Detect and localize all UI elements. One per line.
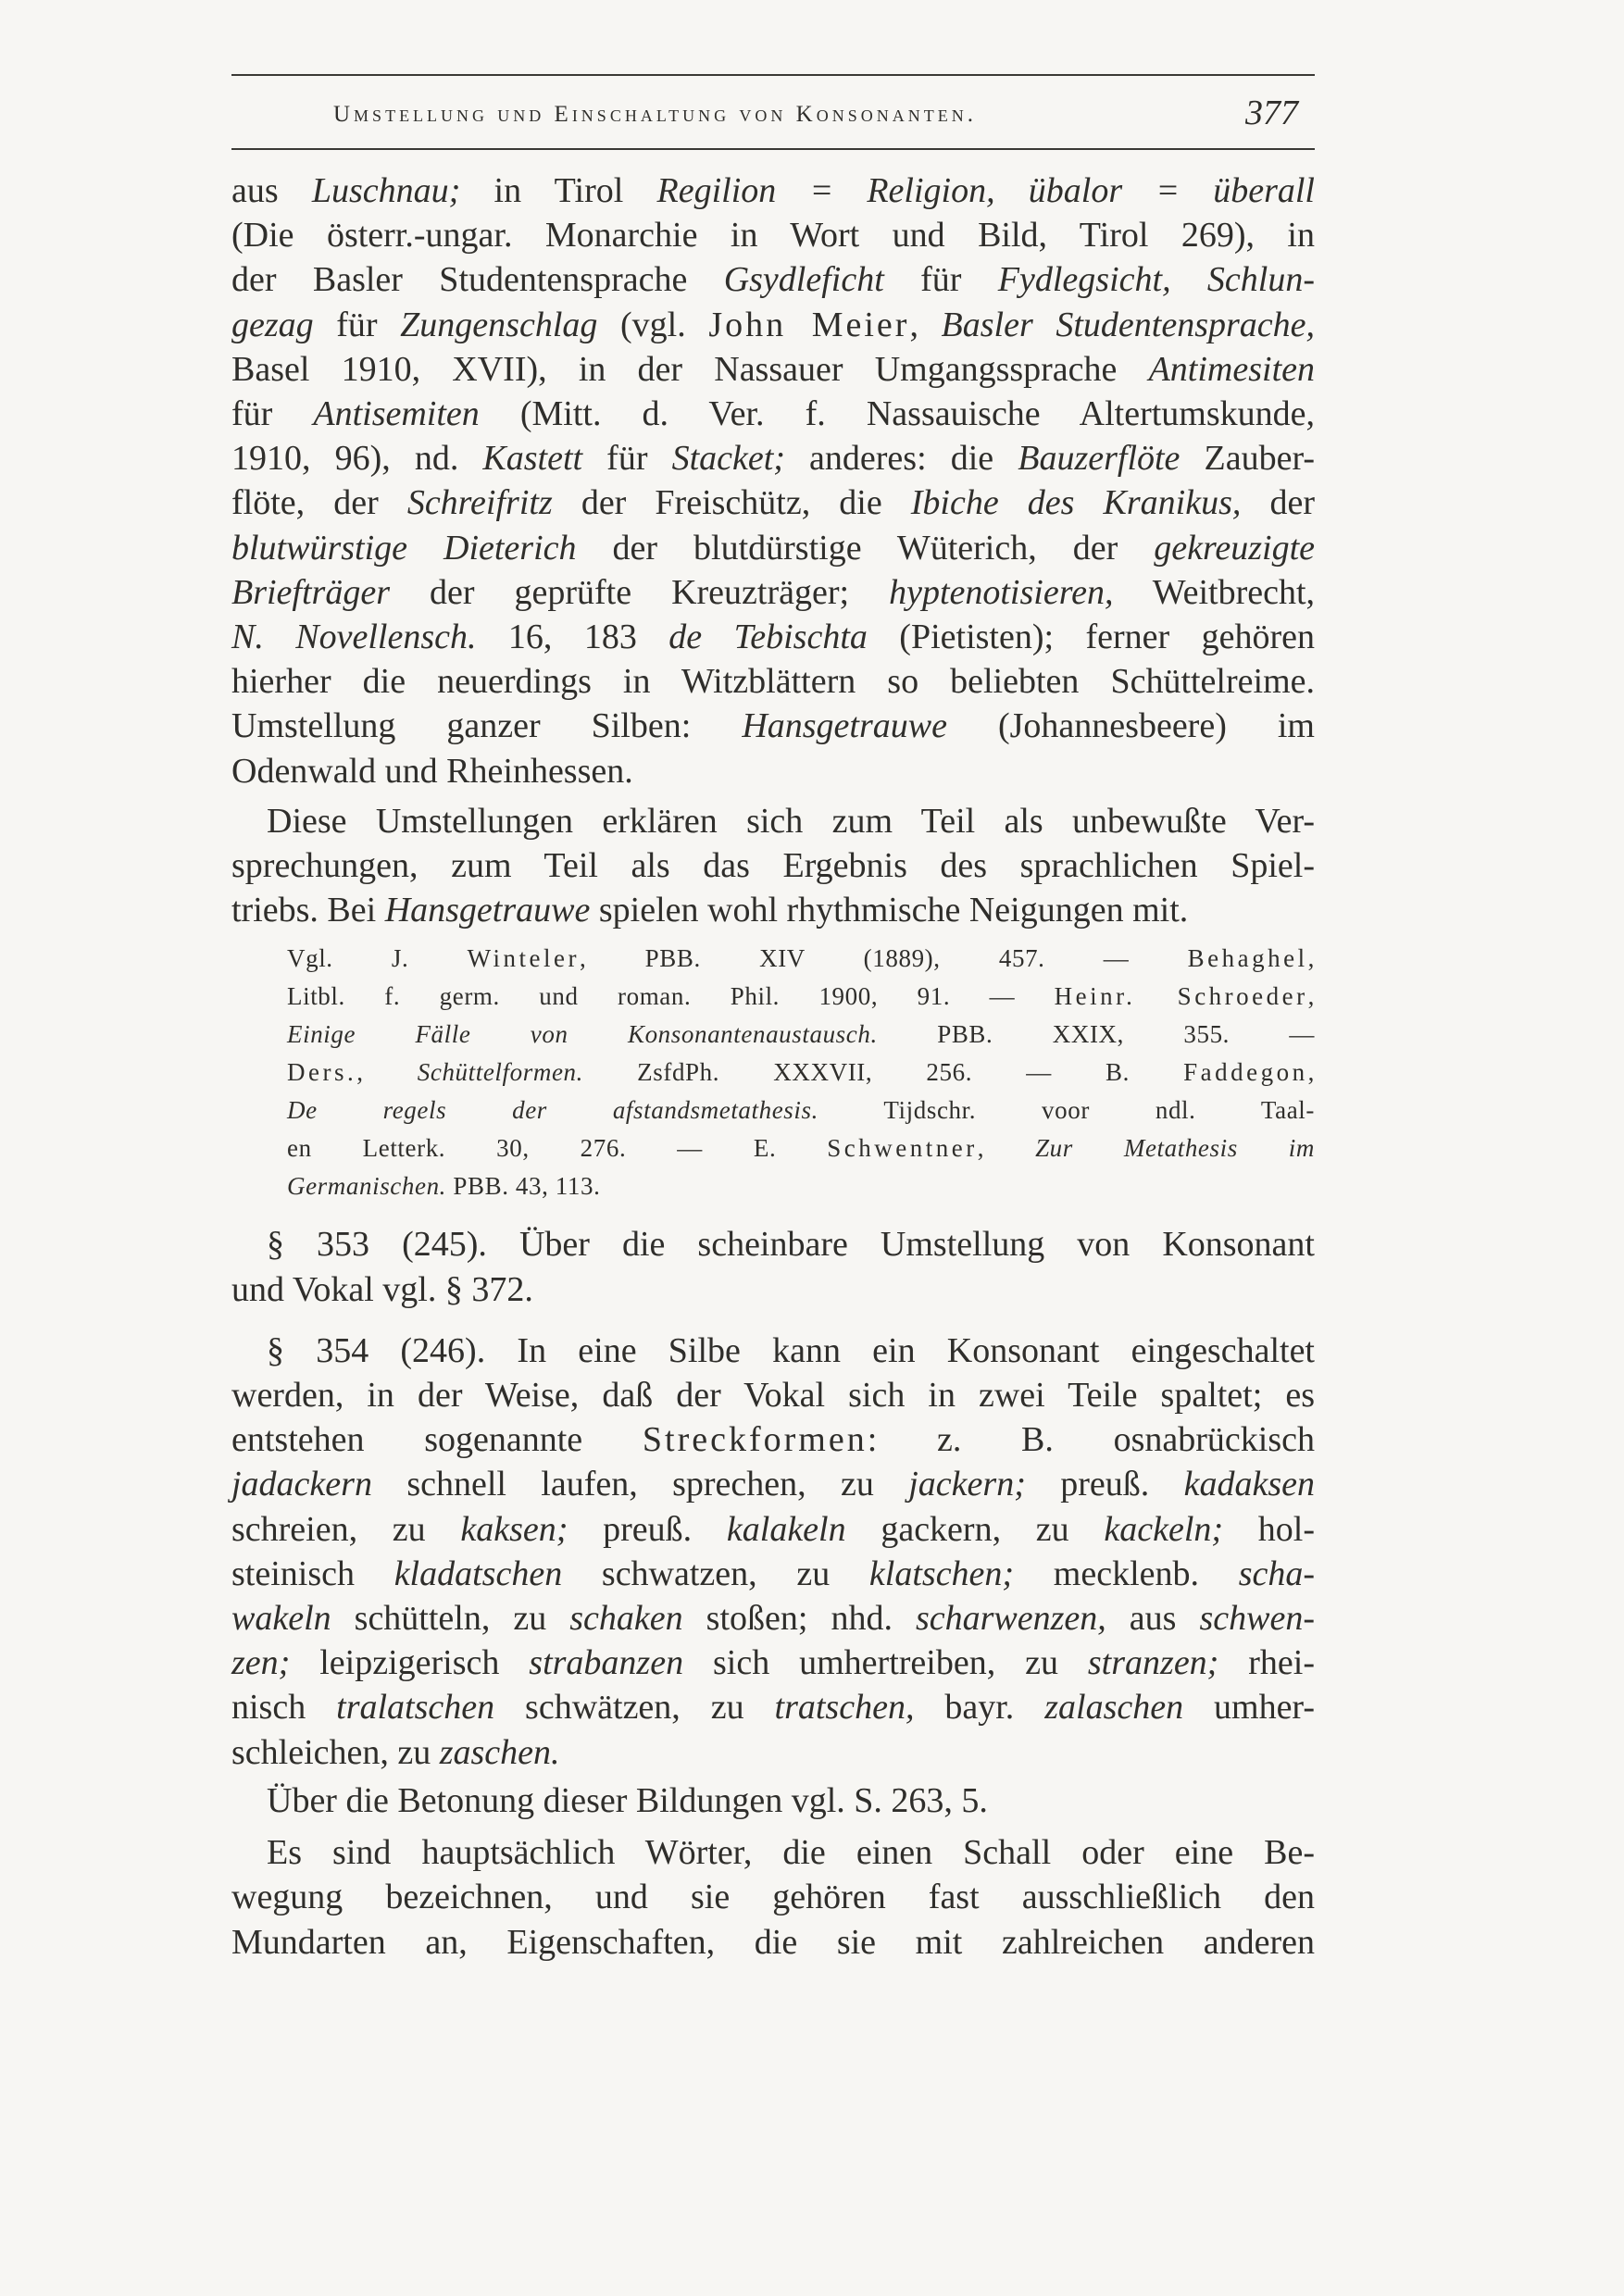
text-line: flöte, der Schreifritz der Freischütz, die Ibiche des Kranikus, der [231, 483, 1315, 523]
paragraph-betonung [231, 1778, 1315, 1823]
note-line: Vgl. J. Winteler, PBB. XIV (1889), 457. — Behaghel, [287, 944, 1315, 973]
text-line: Basel 1910, XVII), in der Nassauer Umgangssprache Antimesiten [231, 349, 1315, 389]
text-line: hierher die neuerdings in Witzblättern so beliebten Schüttelreime. [231, 662, 1315, 702]
text-line: der Basler Studentensprache Gsydleficht für Fydlegsicht, Schlun- [231, 260, 1316, 300]
text-line: zen; leipzigerisch strabanzen sich umhertreiben, zu stranzen; rhei- [231, 1643, 1315, 1683]
text-line: nisch tralatschen schwätzen, zu tratschen, bayr. zalaschen umher- [231, 1688, 1315, 1728]
text-line: wegung bezeichnen, und sie gehören fast ausschließlich den [231, 1878, 1315, 1917]
note-line: en Letterk. 30, 276. — E. Schwentner, Zur Metathesis im [287, 1134, 1316, 1163]
text-line: blutwürstige Dieterich der blutdürstige Wüterich, der gekreuzigte [231, 528, 1315, 568]
note-line: Litbl. f. germ. und roman. Phil. 1900, 91. — Heinr. Schroeder, [287, 982, 1315, 1011]
page-body [231, 168, 1315, 1965]
text-line: Diese Umstellungen erklären sich zum Teil als unbewußte Ver- [267, 801, 1315, 841]
text-line: 1910, 96), nd. Kastett für Stacket; anderes: die Bauzerflöte Zauber- [231, 439, 1316, 479]
text-line: werden, in der Weise, daß der Vokal sich in zwei Teile spaltet; es [231, 1376, 1315, 1416]
paragraph-metathesis-examples [231, 168, 1315, 793]
section-354 [231, 1329, 1315, 1775]
text-line: Mundarten an, Eigenschaften, die sie mit zahlreichen anderen [231, 1922, 1315, 1962]
text-line: Es sind hauptsächlich Wörter, die einen Schall oder eine Be- [267, 1833, 1315, 1873]
note-line: Einige Fälle von Konsonantenaustausch. PBB. XXIX, 355. — [287, 1020, 1315, 1049]
text-line: schleichen, zu zaschen. [231, 1732, 560, 1772]
text-line: steinisch kladatschen schwatzen, zu klatschen; mecklenb. scha- [231, 1554, 1316, 1593]
text-line: Über die Betonung dieser Bildungen vgl. S. 263, 5. [267, 1780, 988, 1820]
text-line: N. Novellensch. 16, 183 de Tebischta (Pietisten); ferner gehören [231, 618, 1315, 657]
running-header [231, 74, 1315, 150]
paragraph-explanation [231, 799, 1315, 933]
text-line: § 354 (246). In eine Silbe kann ein Konsonant eingeschaltet [267, 1330, 1315, 1370]
text-line: Odenwald und Rheinhessen. [231, 751, 633, 791]
note-line: Germanischen. PBB. 43, 113. [287, 1172, 601, 1201]
section-353 [231, 1222, 1315, 1311]
paragraph-closing [231, 1830, 1315, 1965]
text-line: jadackern schnell laufen, sprechen, zu jackern; preuß. kadaksen [231, 1465, 1315, 1504]
header-title: Umstellung und Einschaltung von Konsonanten. [333, 102, 977, 127]
text-line: schreien, zu kaksen; preuß. kalakeln gackern, zu kackeln; hol- [231, 1509, 1315, 1549]
text-line: wakeln schütteln, zu schaken stoßen; nhd. scharwenzen, aus schwen- [231, 1599, 1315, 1639]
bibliography-note [231, 940, 1315, 1205]
text-line: Umstellung ganzer Silben: Hansgetrauwe (Johannesbeere) im [231, 706, 1315, 746]
text-line: gezag für Zungenschlag (vgl. John Meier, Basler Studentensprache, [231, 305, 1316, 344]
text-line: und Vokal vgl. § 372. [231, 1269, 533, 1309]
text-line: § 353 (245). Über die scheinbare Umstellung von Konsonant [267, 1225, 1315, 1265]
text-line: entstehen sogenannte Streckformen: z. B. osnabrückisch [231, 1420, 1316, 1460]
note-line: De regels der afstandsmetathesis. Tijdschr. voor ndl. Taal- [287, 1096, 1315, 1125]
text-line: Briefträger der geprüfte Kreuzträger; hyptenotisieren, Weitbrecht, [231, 572, 1316, 612]
text-line: aus Luschnau; in Tirol Regilion = Religion, übalor = überall [231, 171, 1315, 210]
book-page [231, 74, 1315, 1965]
text-line: (Die österr.-ungar. Monarchie in Wort und Bild, Tirol 269), in [231, 216, 1315, 256]
text-line: für Antisemiten (Mitt. d. Ver. f. Nassauische Altertumskunde, [231, 394, 1315, 434]
page-number: 377 [1245, 94, 1298, 132]
text-line: sprechungen, zum Teil als das Ergebnis des sprachlichen Spiel- [231, 846, 1315, 886]
text-line: triebs. Bei Hansgetrauwe spielen wohl rhythmische Neigungen mit. [231, 891, 1189, 930]
note-line: Ders., Schüttelformen. ZsfdPh. XXXVII, 256. — B. Faddegon, [287, 1058, 1315, 1087]
